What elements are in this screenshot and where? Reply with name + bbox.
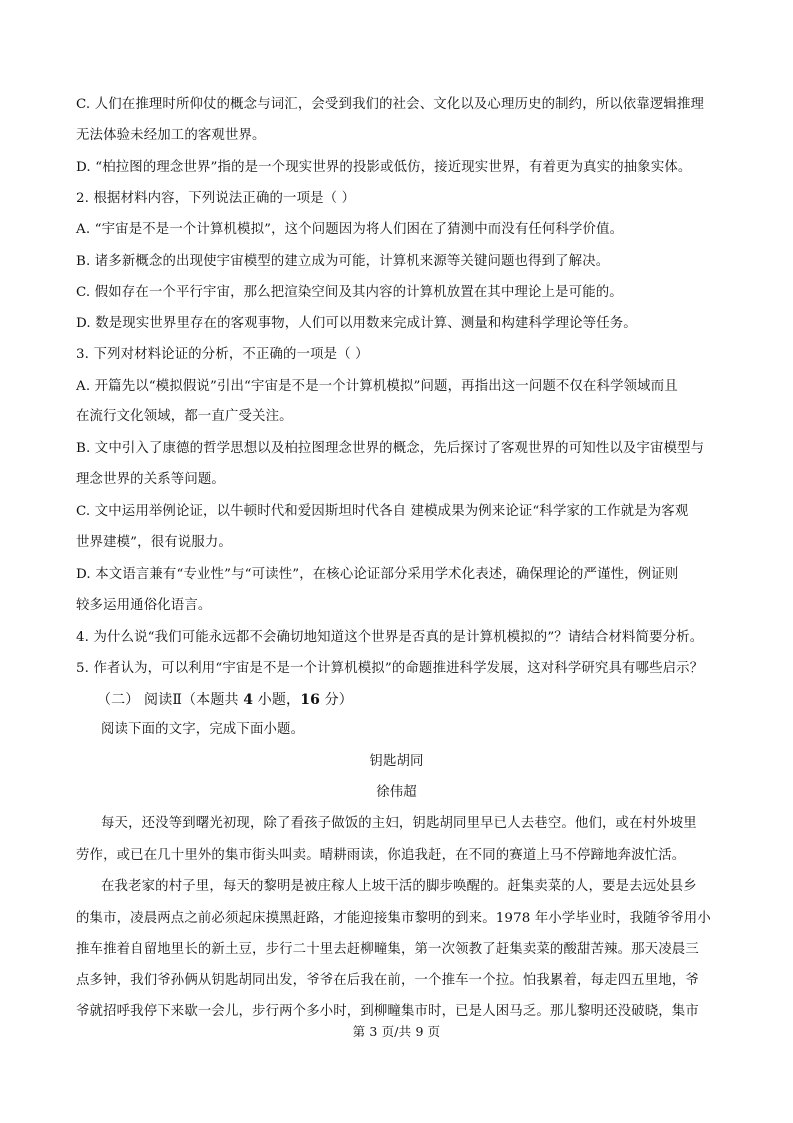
q2-option-a: A. “宇宙是不是一个计算机模拟”，这个问题因为将人们困在了猜测中而没有任何科学价值。 (76, 222, 624, 237)
story-paragraph-2-line-1: 在我老家的村子里，每天的黎明是被庄稼人上坡干活的脚步唤醒的。赶集卖菜的人，要是去远处县乡 (101, 879, 697, 894)
story-paragraph-1-line-2: 劳作，或已在几十里外的集市街头叫卖。晴耕雨读，你追我赶，在不同的赛道上马不停蹄地奔波忙活。 (76, 848, 686, 863)
story-paragraph-1-line-1: 每天，还没等到曙光初现，除了看孩子做饭的主妇，钥匙胡同里早已人去巷空。他们，或在村外坡里 (101, 816, 697, 831)
section-prefix: （二） 阅读Ⅱ（本题共 (97, 692, 244, 708)
option-c-line-1: C. 人们在推理时所仰仗的概念与词汇，会受到我们的社会、文化以及心理历史的制约，所以依靠逻辑推理 (76, 97, 705, 112)
q3-option-c-line-2: 世界建模”，很有说服力。 (76, 535, 232, 550)
section-middle: 小题， (253, 692, 301, 708)
story-title: 钥匙胡同 (369, 754, 424, 769)
q3-option-d-line-2: 较多运用通俗化语言。 (76, 598, 212, 613)
section-score: 16 (300, 692, 320, 708)
story-author: 徐伟超 (376, 785, 417, 800)
q3-option-b-line-2: 理念世界的关系等问题。 (76, 472, 225, 487)
q2-option-d: D. 数是现实世界里存在的客观事物，人们可以用数来完成计算、测量和构建科学理论等任务。 (76, 316, 637, 331)
story-paragraph-2-line-5: 爷就招呼我停下来歇一会儿，步行两个多小时，到柳疃集市时，已是人困马乏。那儿黎明还没破晓，集市 (76, 1004, 699, 1019)
story-paragraph-2-line-3: 推车推着自留地里长的新土豆，步行二十里去赶柳疃集，第一次领教了赶集卖菜的酸甜苦辣。那天凌晨三 (76, 942, 699, 957)
section-count: 4 (243, 692, 254, 708)
story-paragraph-2-line-4: 点多钟，我们爷孙俩从钥匙胡同出发，爷爷在后我在前，一个推车一个拉。怕我累着，每走四五里地，爷 (76, 973, 699, 988)
option-c-line-2: 无法体验未经加工的客观世界。 (76, 128, 266, 143)
q3-option-d-line-1: D. 本文语言兼有“专业性”与“可读性”，在核心论证部分采用学术化表述，确保理论的严谨性，例证则 (76, 567, 679, 582)
question-4: 4. 为什么说“我们可能永远都不会确切地知道这个世界是否真的是计算机模拟的”？请结合材料简要分析。 (76, 630, 704, 645)
option-d-line: D. “柏拉图的理念世界”指的是一个现实世界的投影或低仿，接近现实世界，有着更为真实的抽象实体。 (76, 160, 692, 175)
question-3: 3. 下列对材料论证的分析，不正确的一项是（ ） (76, 347, 369, 362)
q2-option-c: C. 假如存在一个平行宇宙，那么把渲染空间及其内容的计算机放置在其中理论上是可能的。 (76, 285, 623, 300)
reading-instruction: 阅读下面的文字，完成下面小题。 (101, 722, 305, 737)
q3-option-b-line-1: B. 文中引入了康德的哲学思想以及柏拉图理念世界的概念，先后探讨了客观世界的可知性以及宇宙模型与 (76, 441, 705, 456)
story-paragraph-2-line-2: 的集市，凌晨两点之前必须起床摸黑赶路，才能迎接集市黎明的到来。1978 年小学毕业时，我随爷爷用小 (76, 911, 711, 926)
section-heading (97, 690, 747, 710)
q2-option-b: B. 诸多新概念的出现使宇宙模型的建立成为可能，计算机来源等关键问题也得到了解决。 (76, 254, 610, 269)
q3-option-c-line-1: C. 文中运用举例论证，以牛顿时代和爱因斯坦时代各自 建模成果为例来论证“科学家的工作就是为客观 (76, 504, 689, 519)
section-suffix: 分） (319, 692, 353, 708)
q3-option-a-line-2: 在流行文化领域，都一直广受关注。 (76, 409, 293, 424)
q3-option-a-line-1: A. 开篇先以“模拟假说”引出“宇宙是不是一个计算机模拟”问题，再指出这一问题不仅在科学领域而且 (76, 379, 678, 394)
page-footer: 第 3 页/共 9 页 (352, 1024, 441, 1039)
question-2: 2. 根据材料内容，下列说法正确的一项是（ ） (76, 191, 356, 206)
question-5: 5. 作者认为，可以利用“宇宙是不是一个计算机模拟”的命题推进科学发展，这对科学研究具有哪些启示？ (76, 661, 704, 676)
